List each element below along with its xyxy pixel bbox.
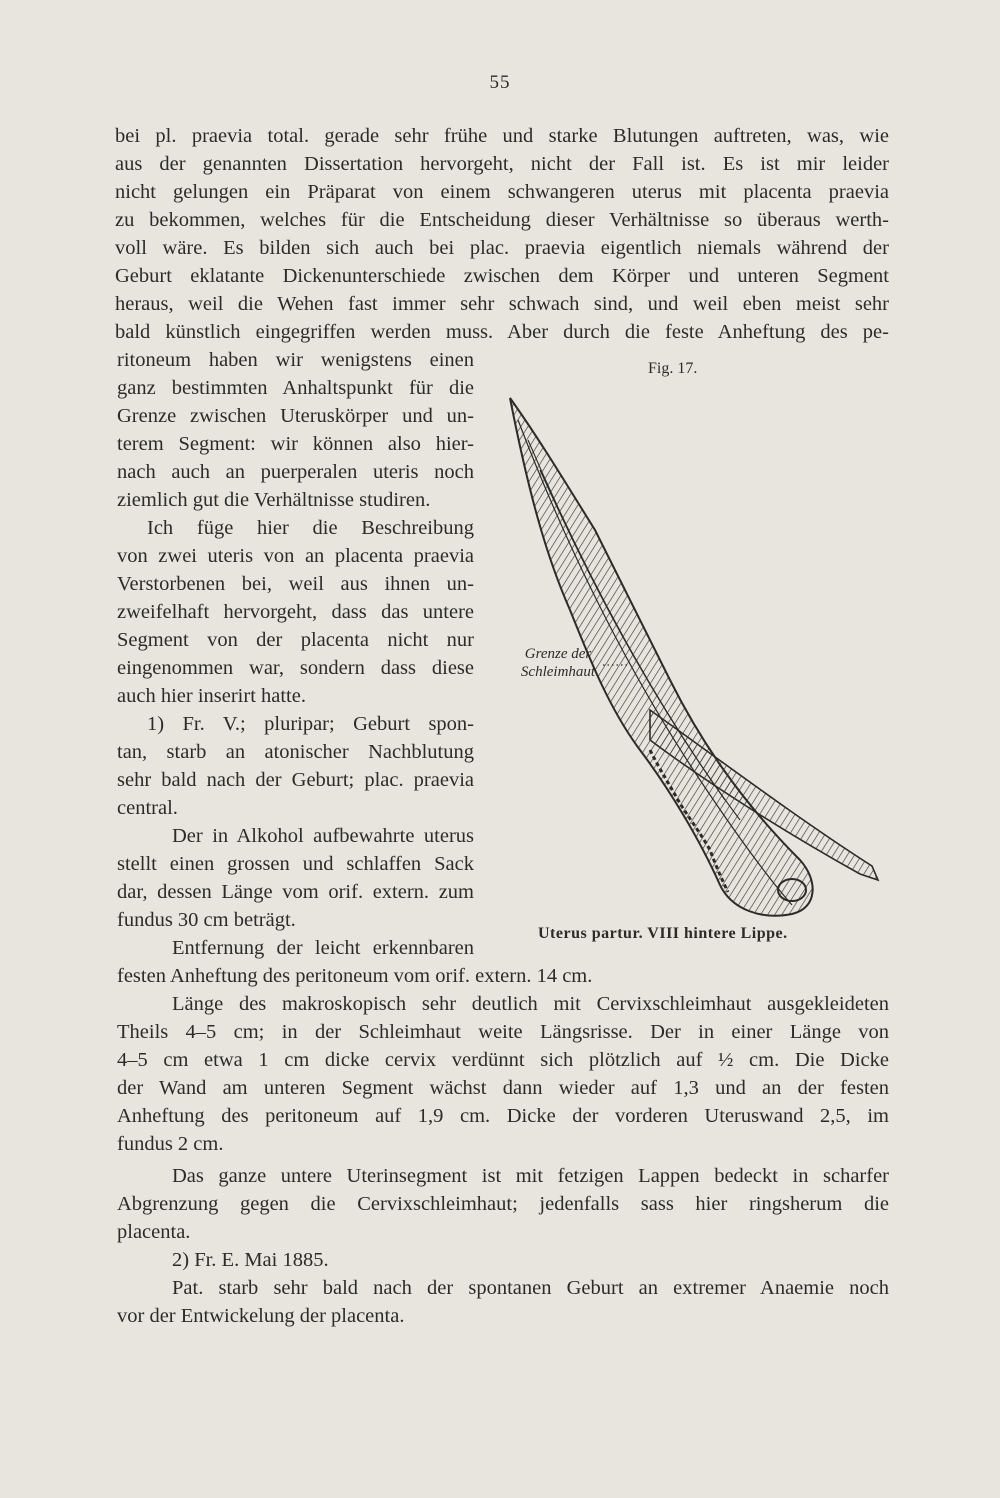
text-line-col-2: ganz bestimmten Anhaltspunkt für die: [117, 377, 474, 399]
text-line-bottom-2: Länge des makroskopisch sehr deutlich mit Cervixschleimhaut ausgekleideten: [172, 993, 889, 1015]
text-line-col-18: Der in Alkohol aufbewahrte uterus: [172, 825, 474, 847]
text-line-top-8: bald künstlich eingegriffen werden muss. Aber durch die feste Anheftung des pe-: [115, 321, 889, 343]
text-line-top-1: bei pl. praevia total. gerade sehr frühe und starke Blutungen auftreten, was, wie: [115, 125, 889, 147]
text-line-col-11: Segment von der placenta nicht nur: [117, 629, 474, 651]
text-line-top-3: nicht gelungen ein Präparat von einem schwangeren uterus mit placenta praevia: [115, 181, 889, 203]
text-line-bottom-9: Abgrenzung gegen die Cervixschleimhaut; jedenfalls sass hier ringsherum die: [117, 1193, 889, 1215]
text-line-col-7: Ich füge hier die Beschreibung: [147, 517, 474, 539]
text-line-bottom-5: der Wand am unteren Segment wächst dann wieder auf 1,3 und an der festen: [117, 1077, 889, 1099]
text-line-bottom-7: fundus 2 cm.: [117, 1133, 224, 1155]
text-line-top-2: aus der genannten Dissertation hervorgeht, nicht der Fall ist. Es ist mir leider: [115, 153, 889, 175]
text-line-bottom-4: 4–5 cm etwa 1 cm dicke cervix verdünnt sich plötzlich auf ½ cm. Die Dicke: [117, 1049, 889, 1071]
text-line-col-3: Grenze zwischen Uteruskörper und un-: [117, 405, 474, 427]
text-line-col-4: terem Segment: wir können also hier-: [117, 433, 474, 455]
text-line-col-19: stellt einen grossen und schlaffen Sack: [117, 853, 474, 875]
text-line-col-6: ziemlich gut die Verhältnisse studiren.: [117, 489, 431, 511]
text-line-top-7: heraus, weil die Wehen fast immer sehr schwach sind, und weil eben meist sehr: [115, 293, 889, 315]
text-line-col-12: eingenommen war, sondern dass diese: [117, 657, 474, 679]
text-line-top-5: voll wäre. Es bilden sich auch bei plac. praevia eigentlich niemals während der: [115, 237, 889, 259]
figure-caption: Uterus partur. VIII hintere Lippe.: [538, 925, 788, 942]
figure-annotation-line2: Schleimhaut: [520, 664, 596, 680]
text-line-col-14: 1) Fr. V.; pluripar; Geburt spon-: [147, 713, 474, 735]
page-number: 55: [489, 72, 511, 93]
text-line-bottom-8: Das ganze untere Uterinsegment ist mit fetzigen Lappen bedeckt in scharfer: [172, 1165, 889, 1187]
text-line-bottom-11: 2) Fr. E. Mai 1885.: [172, 1249, 329, 1271]
text-line-col-8: von zwei uteris von an placenta praevia: [117, 545, 474, 567]
text-line-col-21: fundus 30 cm beträgt.: [117, 909, 296, 931]
text-line-col-10: zweifelhaft hervorgeht, dass das untere: [117, 601, 474, 623]
text-line-col-5: nach auch an puerperalen uteris noch: [117, 461, 474, 483]
text-line-bottom-12: Pat. starb sehr bald nach der spontanen Geburt an extremer Anaemie noch: [172, 1277, 889, 1299]
figure-label: Fig. 17.: [648, 360, 698, 377]
text-line-bottom-1: festen Anheftung des peritoneum vom orif. extern. 14 cm.: [117, 965, 593, 987]
figure-annotation-line1: Grenze der: [524, 646, 592, 662]
text-line-col-20: dar, dessen Länge vom orif. extern. zum: [117, 881, 474, 903]
text-line-col-22: Entfernung der leicht erkennbaren: [172, 937, 474, 959]
text-line-top-4: zu bekommen, welches für die Entscheidung dieser Verhältnisse so überaus werth-: [115, 209, 889, 231]
text-line-col-1: ritoneum haben wir wenigstens einen: [117, 349, 474, 371]
annotation-leader-dots: [603, 660, 631, 670]
text-line-bottom-13: vor der Entwickelung der placenta.: [117, 1305, 405, 1327]
figure-annotation: [508, 645, 608, 681]
text-line-col-16: sehr bald nach der Geburt; plac. praevia: [117, 769, 474, 791]
text-line-bottom-3: Theils 4–5 cm; in der Schleimhaut weite Längsrisse. Der in einer Länge von: [117, 1021, 889, 1043]
text-line-bottom-10: placenta.: [117, 1221, 191, 1243]
text-line-col-9: Verstorbenen bei, weil aus ihnen un-: [117, 573, 474, 595]
text-line-col-15: tan, starb an atonischer Nachblutung: [117, 741, 474, 763]
text-line-bottom-6: Anheftung des peritoneum auf 1,9 cm. Dicke der vorderen Uteruswand 2,5, im: [117, 1105, 889, 1127]
text-line-col-17: central.: [117, 797, 178, 819]
text-line-col-13: auch hier inserirt hatte.: [117, 685, 306, 707]
text-line-top-6: Geburt eklatante Dickenunterschiede zwischen dem Körper und unteren Segment: [115, 265, 889, 287]
